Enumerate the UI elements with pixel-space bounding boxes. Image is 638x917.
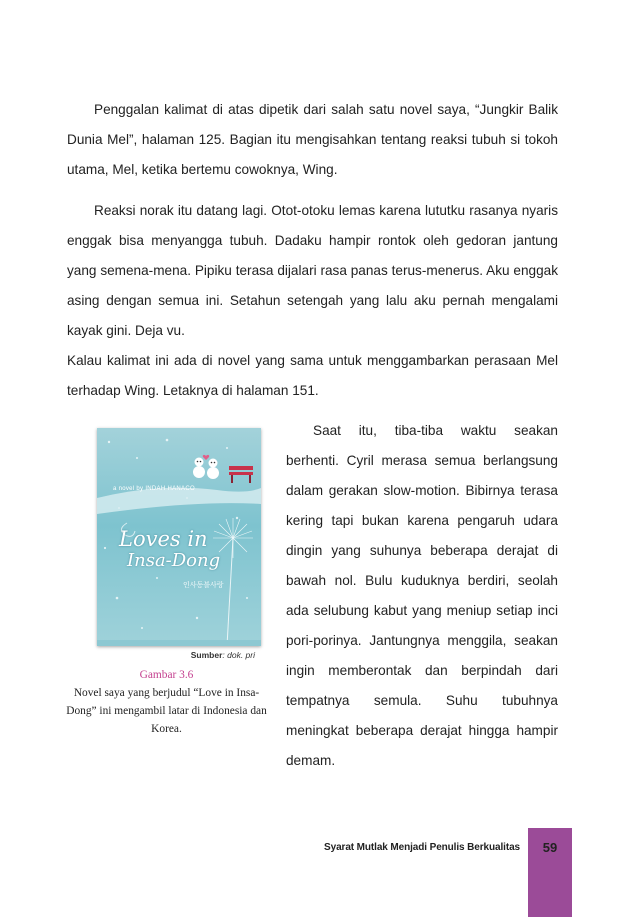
cover-title-line-2: Insa-Dong	[127, 550, 221, 571]
cover-korean-subtitle: 인사동블사랑	[183, 581, 224, 589]
caption-text: Novel saya yang berjudul “Love in Insa-Dong” ini mengambil latar di Indonesia dan Korea.	[66, 687, 267, 735]
cover-author-line: a novel by INDAH HANACO	[113, 486, 195, 492]
book-figure	[97, 428, 261, 662]
body-paragraph-3: Kalau kalimat ini ada di novel yang sama untuk menggambarkan perasaan Mel terhadap Wing. Letaknya di halaman 151.	[67, 353, 558, 398]
source-label: Sumber	[190, 650, 223, 660]
page-number: 59	[542, 840, 558, 855]
source-value: : dok. pri	[222, 650, 255, 660]
cover-title-line-1: Loves in	[119, 527, 208, 551]
book-cover-image	[97, 428, 261, 646]
figure-caption	[61, 666, 272, 738]
body-paragraph-1: Penggalan kalimat di atas dipetik dari salah satu novel saya, “Jungkir Balik Dunia Mel”, halaman 125. Bagian itu mengisahkan tentang reaksi tubuh si tokoh utama, Mel, ketika bertemu cowoknya, Wing.	[67, 102, 558, 177]
body-paragraph-2: Reaksi norak itu datang lagi. Otot-otoku lemas karena lututku rasanya nyaris enggak bisa menyangga tubuh. Dadaku hampir rontok oleh gedoran jantung yang semena-mena. Pipiku terasa dijalari rasa panas terus-menerus. Aku enggak asing dengan semua ini. Setahun setengah yang lalu aku pernah mengalami kayak gini. Deja vu.	[67, 203, 558, 338]
image-source	[191, 650, 255, 660]
cover-title	[119, 528, 229, 572]
running-footer-title: Syarat Mutlak Menjadi Penulis Berkualitas	[324, 842, 520, 853]
caption-label: Gambar 3.6	[139, 669, 194, 681]
body-paragraph-4: Saat itu, tiba-tiba waktu seakan berhenti. Cyril merasa semua berlangsung dalam gerakan slow-motion. Bibirnya terasa kering tapi bukan karena pengaruh udara dingin yang suhunya beberapa derajat di bawah nol. Bulu kuduknya berdiri, seolah ada selubung kabut yang meniup setiap inci pori-porinya. Jantungnya menggila, seakan ingin memberontak dan berpindah dari tempatnya semula. Suhu tubuhnya meningkat beberapa derajat hingga hampir demam.	[286, 423, 558, 768]
